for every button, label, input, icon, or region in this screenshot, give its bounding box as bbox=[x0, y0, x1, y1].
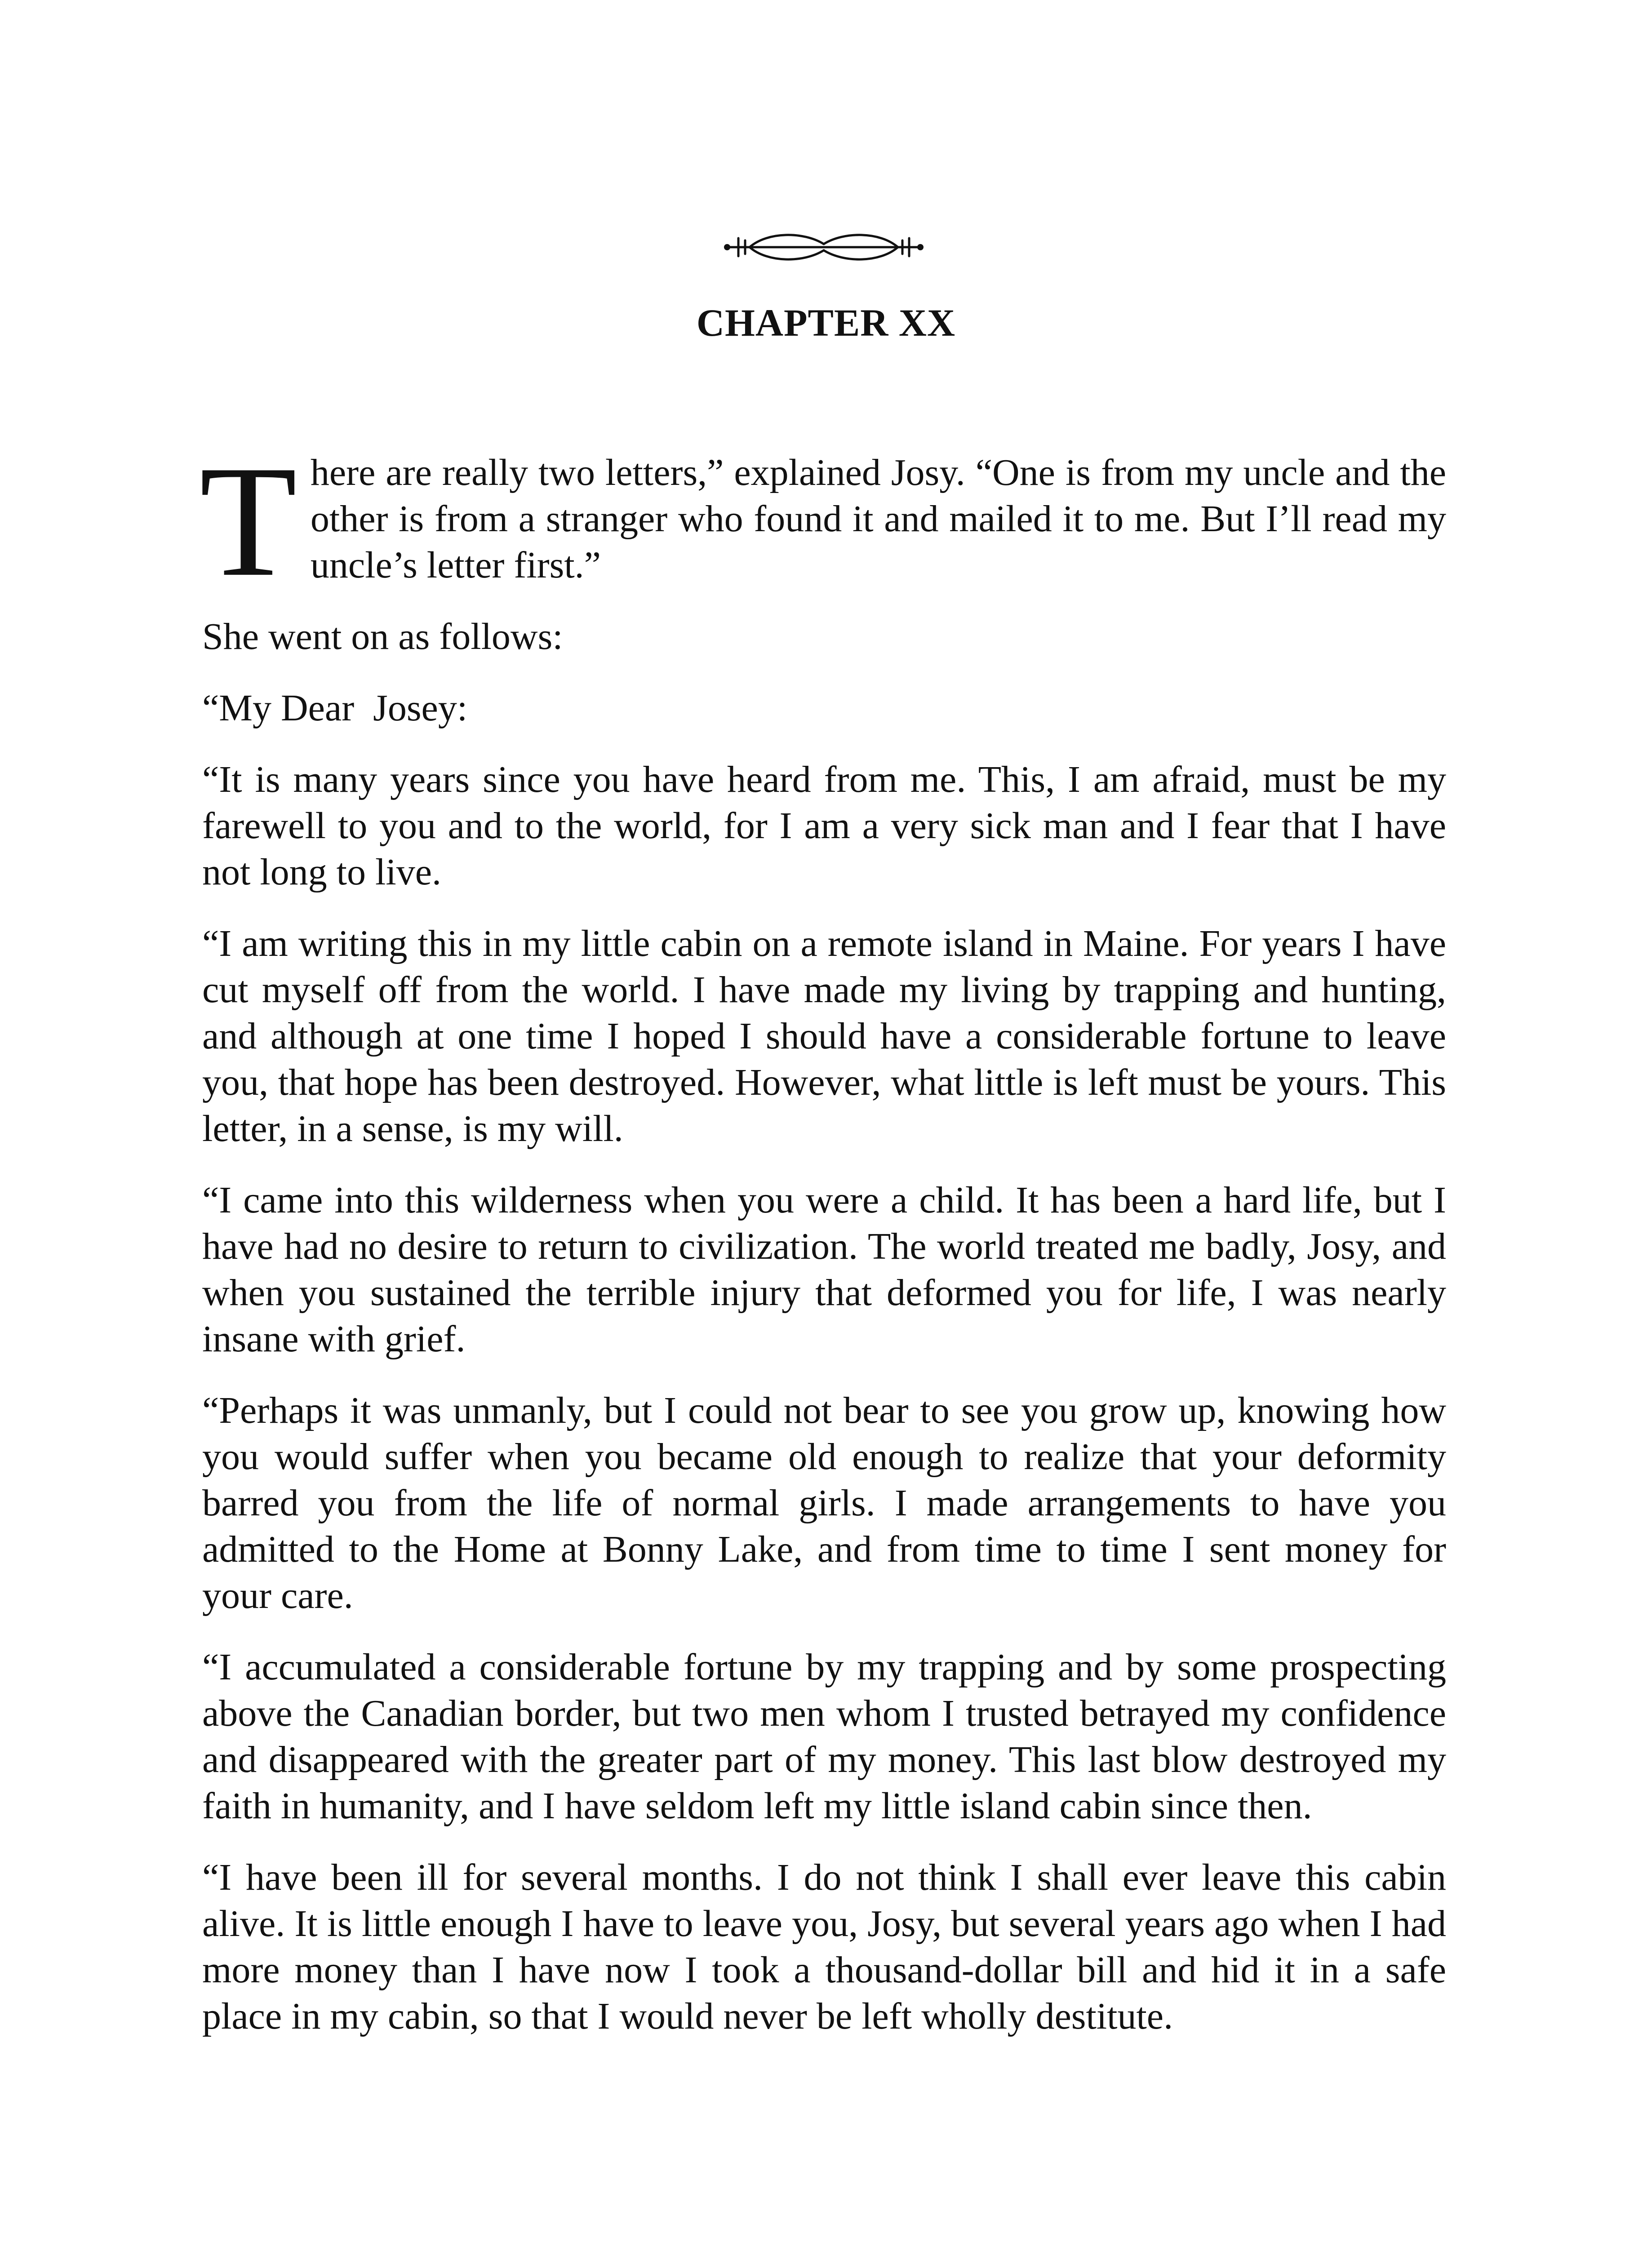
paragraph-9: “I have been ill for several months. I do not think I shall ever leave this cabin alive. It is little enough I have to leave you, Josy, but several years ago when I had more money than I have now I took a thousand-dollar bill and hid it in a safe place in my cabin, so that I would never be left wholly destitute. bbox=[202, 1856, 1446, 2037]
paragraph-5: “I am writing this in my little cabin on a remote island in Maine. For years I have cut myself off from the world. I have made my living by trapping and hunting, and although at one time I hoped I should have a considerable fortune to leave you, that hope has been destroyed. However, what little is left must be yours. This letter, in a sense, is my will. bbox=[202, 923, 1446, 1150]
decorative-flourish-icon bbox=[718, 227, 929, 267]
chapter-body bbox=[200, 433, 1446, 2065]
chapter-title: CHAPTER XX bbox=[696, 301, 956, 344]
paragraph-6: “I came into this wilderness when you were a child. It has been a hard life, but I have had no desire to return to civilization. The world treated me badly, Josy, and when you sustained the terrible injury that deformed you for life, I was nearly insane with grief. bbox=[202, 1179, 1446, 1360]
paragraph-8: “I accumulated a considerable fortune by my trapping and by some prospecting above the Canadian border, but two men whom I trusted betrayed my confidence and disappeared with the greater part of my money. This last blow destroyed my faith in humanity, and I have seldom left my little island cabin since then. bbox=[202, 1646, 1446, 1827]
paragraph-1-text: here are really two letters,” explained Josy. “One is from my uncle and the other is from a stranger who found it and mailed it to me. But I’ll read my uncle’s letter first.” bbox=[310, 452, 1446, 586]
paragraph-7: “Perhaps it was unmanly, but I could not bear to see you grow up, knowing how you would suffer when you became old enough to realize that your deformity barred you from the life of normal girls. I made arrangements to have you admitted to the Home at Bonny Lake, and from time to time I sent money for your care. bbox=[202, 1390, 1446, 1616]
drop-cap-letter: T bbox=[200, 433, 297, 609]
paragraph-2: She went on as follows: bbox=[202, 616, 563, 657]
paragraph-4: “It is many years since you have heard from me. This, I am afraid, must be my farewell to you and to the world, for I am a very sick man and I fear that I have not long to live. bbox=[202, 759, 1446, 893]
paragraph-1 bbox=[200, 433, 1446, 609]
letter-salutation: “My Dear Josey: bbox=[202, 687, 468, 729]
